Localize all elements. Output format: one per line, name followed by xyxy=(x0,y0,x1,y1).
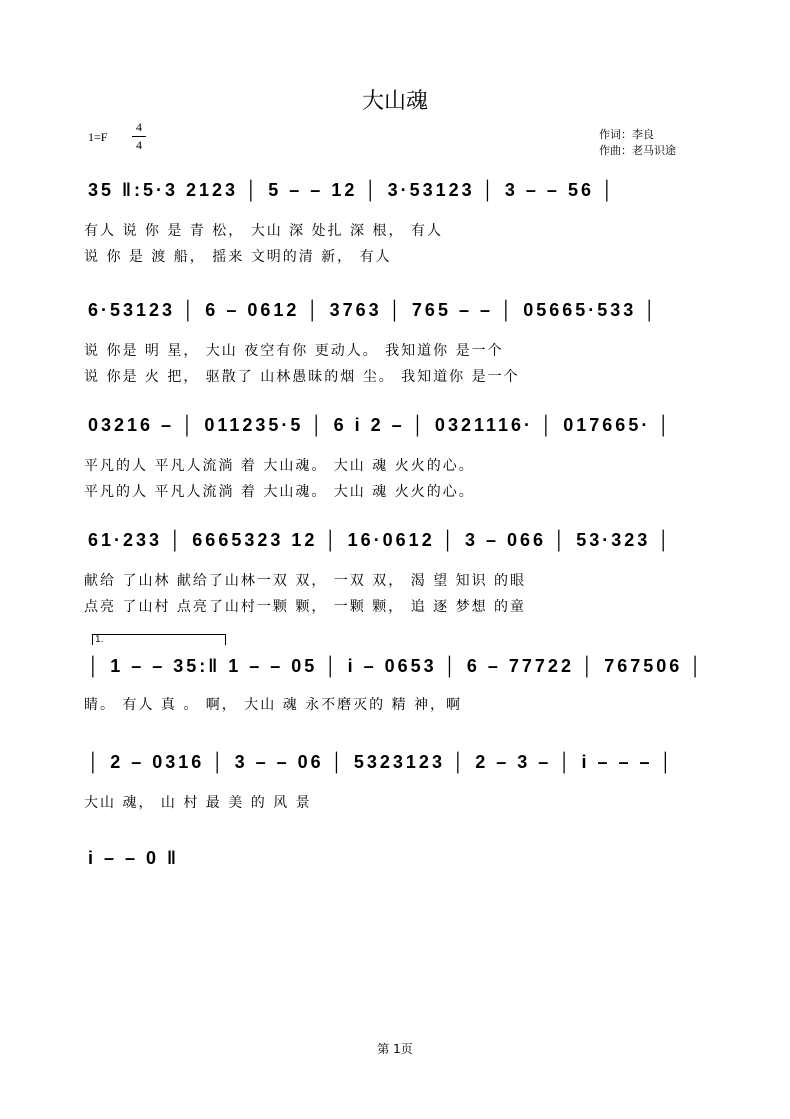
song-title: 大山魂 xyxy=(361,89,428,114)
lyric-verse-1: 睛。 有人 真 。 啊， 大山 魂 永不磨灭的 精 神，啊 xyxy=(84,697,463,713)
notation-line: │ 2 – 0316 │ 3 – – 06 │ 5323123 │ 2 – 3 – │ i – – – │ xyxy=(88,752,675,772)
time-sig-bottom: 4 xyxy=(136,138,142,152)
lyric-verse-2: 点亮 了山村 点亮了山村一颗 颗， 一颗 颗， 追 逐 梦想 的童 xyxy=(84,599,527,615)
time-sig-top: 4 xyxy=(136,120,142,134)
notation-line: 03216 – │ 011235·5 │ 6 i 2 – │ 0321116· │ 017665· │ xyxy=(88,415,673,435)
first-ending-bracket: 1. xyxy=(92,634,226,645)
lyric-verse-1: 大山 魂， 山 村 最 美 的 风 景 xyxy=(84,795,312,811)
notation-line: 35 ‖:5·3 2123 │ 5 – – 12 │ 3·53123 │ 3 – – 56 │ xyxy=(88,180,617,200)
notation-line: │ 1 – – 35:‖ 1 – – 05 │ i – 0653 │ 6 – 77722 │ 767506 │ xyxy=(88,656,705,676)
lyricist-credit: 作词：李良 xyxy=(599,128,654,141)
composer-credit: 作曲：老马识途 xyxy=(599,144,676,157)
notation-line: 61·233 │ 6665323 12 │ 16·0612 │ 3 – 066 │ 53·323 │ xyxy=(88,530,673,550)
time-sig-line xyxy=(132,136,146,137)
notation-line: i – – 0 ‖ xyxy=(88,848,179,868)
lyric-verse-1: 献给 了山林 献给了山林一双 双， 一双 双， 渴 望 知识 的眼 xyxy=(84,573,527,589)
key-signature: 1=F xyxy=(88,130,108,144)
page-number: 第 1页 xyxy=(377,1042,413,1056)
time-signature xyxy=(132,120,146,153)
lyric-verse-1: 说 你是 明 星， 大山 夜空有你 更动人。 我知道你 是一个 xyxy=(84,343,504,359)
notation-line: 6·53123 │ 6 – 0612 │ 3763 │ 765 – – │ 05665·533 │ xyxy=(88,300,659,320)
lyric-verse-2: 平凡的人 平凡人流淌 着 大山魂。 大山 魂 火火的心。 xyxy=(84,484,475,500)
lyric-verse-2: 说 你 是 渡 船， 摇来 文明的清 新， 有人 xyxy=(84,249,392,265)
lyric-verse-1: 平凡的人 平凡人流淌 着 大山魂。 大山 魂 火火的心。 xyxy=(84,458,475,474)
lyric-verse-2: 说 你是 火 把， 驱散了 山林愚昧的烟 尘。 我知道你 是一个 xyxy=(84,369,520,385)
lyric-verse-1: 有人 说 你 是 青 松， 大山 深 处扎 深 根， 有人 xyxy=(84,223,443,239)
